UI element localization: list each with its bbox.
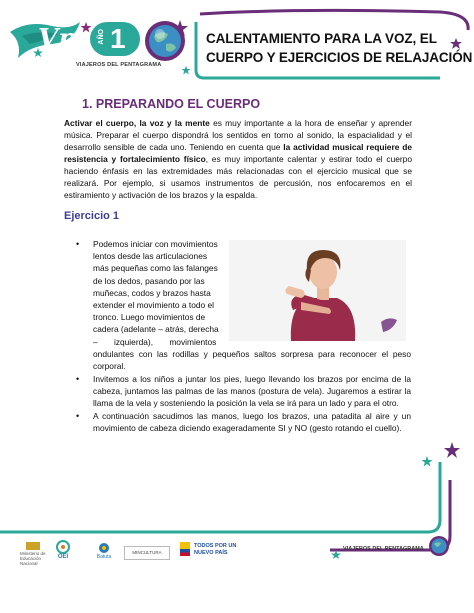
logo-batuta-text: Batuta: [96, 554, 112, 560]
page-title-line1: CALENTAMIENTO PARA LA VOZ, EL: [206, 31, 437, 46]
exercise-photo: [229, 240, 406, 341]
bullet-1-line: de los dedos, pasando por las: [93, 275, 205, 286]
section-title: 1. PREPARANDO EL CUERPO: [82, 97, 261, 111]
bullet-3-dot: •: [76, 411, 80, 421]
bullet-1-narrow: [93, 238, 223, 348]
person-stretching-illustration: [229, 240, 406, 341]
intro-bold-1: Activar el cuerpo, la voz y la mente: [64, 118, 210, 128]
logo-year-badge: [90, 22, 140, 56]
footer-brand: VIAJEROS DEL PENTAGRAMA: [343, 546, 424, 552]
logo-oei-text: OEI: [57, 554, 69, 560]
footer-decoration: [0, 440, 474, 613]
bullet-1-line: Podemos iniciar con movimientos: [93, 239, 218, 249]
bullet-1-line: – izquierda), movimientos: [93, 336, 217, 347]
exercise-title: Ejercicio 1: [64, 210, 120, 222]
bullet-1-line: muñecas, codos y brazos hasta: [93, 287, 211, 298]
logo-ministerio-text: Ministerio de Educación Nacional: [20, 551, 46, 566]
logo-tagline: VIAJEROS DEL PENTAGRAMA: [76, 62, 162, 68]
logo-number-text: 1: [110, 23, 126, 54]
bullet-1-continuation: ondulantes con las rodillas y pequeños saltos sorpresa para reconocer el peso corporal.: [93, 349, 411, 372]
bullet-2-dot: •: [76, 374, 80, 384]
logo-vp-text: Vp: [38, 24, 77, 54]
logo-nuevo-pais-text: TODOS POR UN NUEVO PAÍS: [194, 543, 237, 556]
bullet-2-text: Invitemos a los niños a juntar los pies, luego llevando los brazos por encima de la cabeza, juntamos las palmas de las manos (postura de vela). Jugaremos a estirar la llama de la vela y sosteniendo la posición la vela se irá para un lado y para el otro.: [93, 374, 411, 409]
bullet-1-line: lentos desde las articulaciones: [93, 251, 208, 262]
intro-text-3: , es muy importante calentar y estirar todo el cuerpo haciendo énfasis en las extremidades más relacionadas con el ejercicio musical que se realizará. Por ejemplo, si usamos instrumentos de percusión, nos enfocaremos en el estiramiento y activación de los brazos y la espalda.: [64, 154, 412, 200]
logo-batuta: [92, 542, 116, 560]
logo-oei: [50, 540, 76, 560]
oei-icon: [55, 540, 71, 554]
intro-paragraph: [64, 117, 412, 201]
bullet-1-line: cadera (adelante – atrás, derecha: [93, 324, 219, 335]
logo-ano-text: AÑO: [98, 29, 105, 45]
logo-mincultura-text: MINCULTURA: [132, 550, 162, 555]
bullet-1-line: más pequeñas como las falanges: [93, 263, 218, 274]
logo-mincultura: [124, 546, 170, 560]
intro-bold-2: la actividad musical requiere de resistencia y fortalecimiento físico: [64, 142, 412, 164]
program-logo: [8, 14, 193, 74]
bullet-1-line: tronco. Luego movimientos de: [93, 312, 206, 323]
bullet-1-line: extender el movimiento a todo el: [93, 300, 215, 311]
bullet-3-text: A continuación sacudimos las manos, luego los brazos, una patadita al aire y un movimiento de cabeza diciendo exageradamente SI y NO (gesto rotando el cuello).: [93, 411, 411, 434]
footer-logos: [20, 540, 250, 568]
bullet-1-dot: •: [76, 239, 80, 249]
intro-text-2: es muy importante a la hora de enseñar y aprender música. Preparar el cuerpo dispondrá los sentidos en torno al sonido, la espacialidad y el desarrollo sensible de cada uno. Teniendo en cuenta que: [64, 118, 412, 152]
batuta-icon: [97, 542, 111, 554]
globe-icon: [144, 20, 186, 62]
logo-ministerio: [20, 542, 46, 566]
footer-globe-icon: [428, 535, 450, 557]
page-title-line2: CUERPO Y EJERCICIOS DE RELAJACIÓN: [206, 50, 473, 65]
